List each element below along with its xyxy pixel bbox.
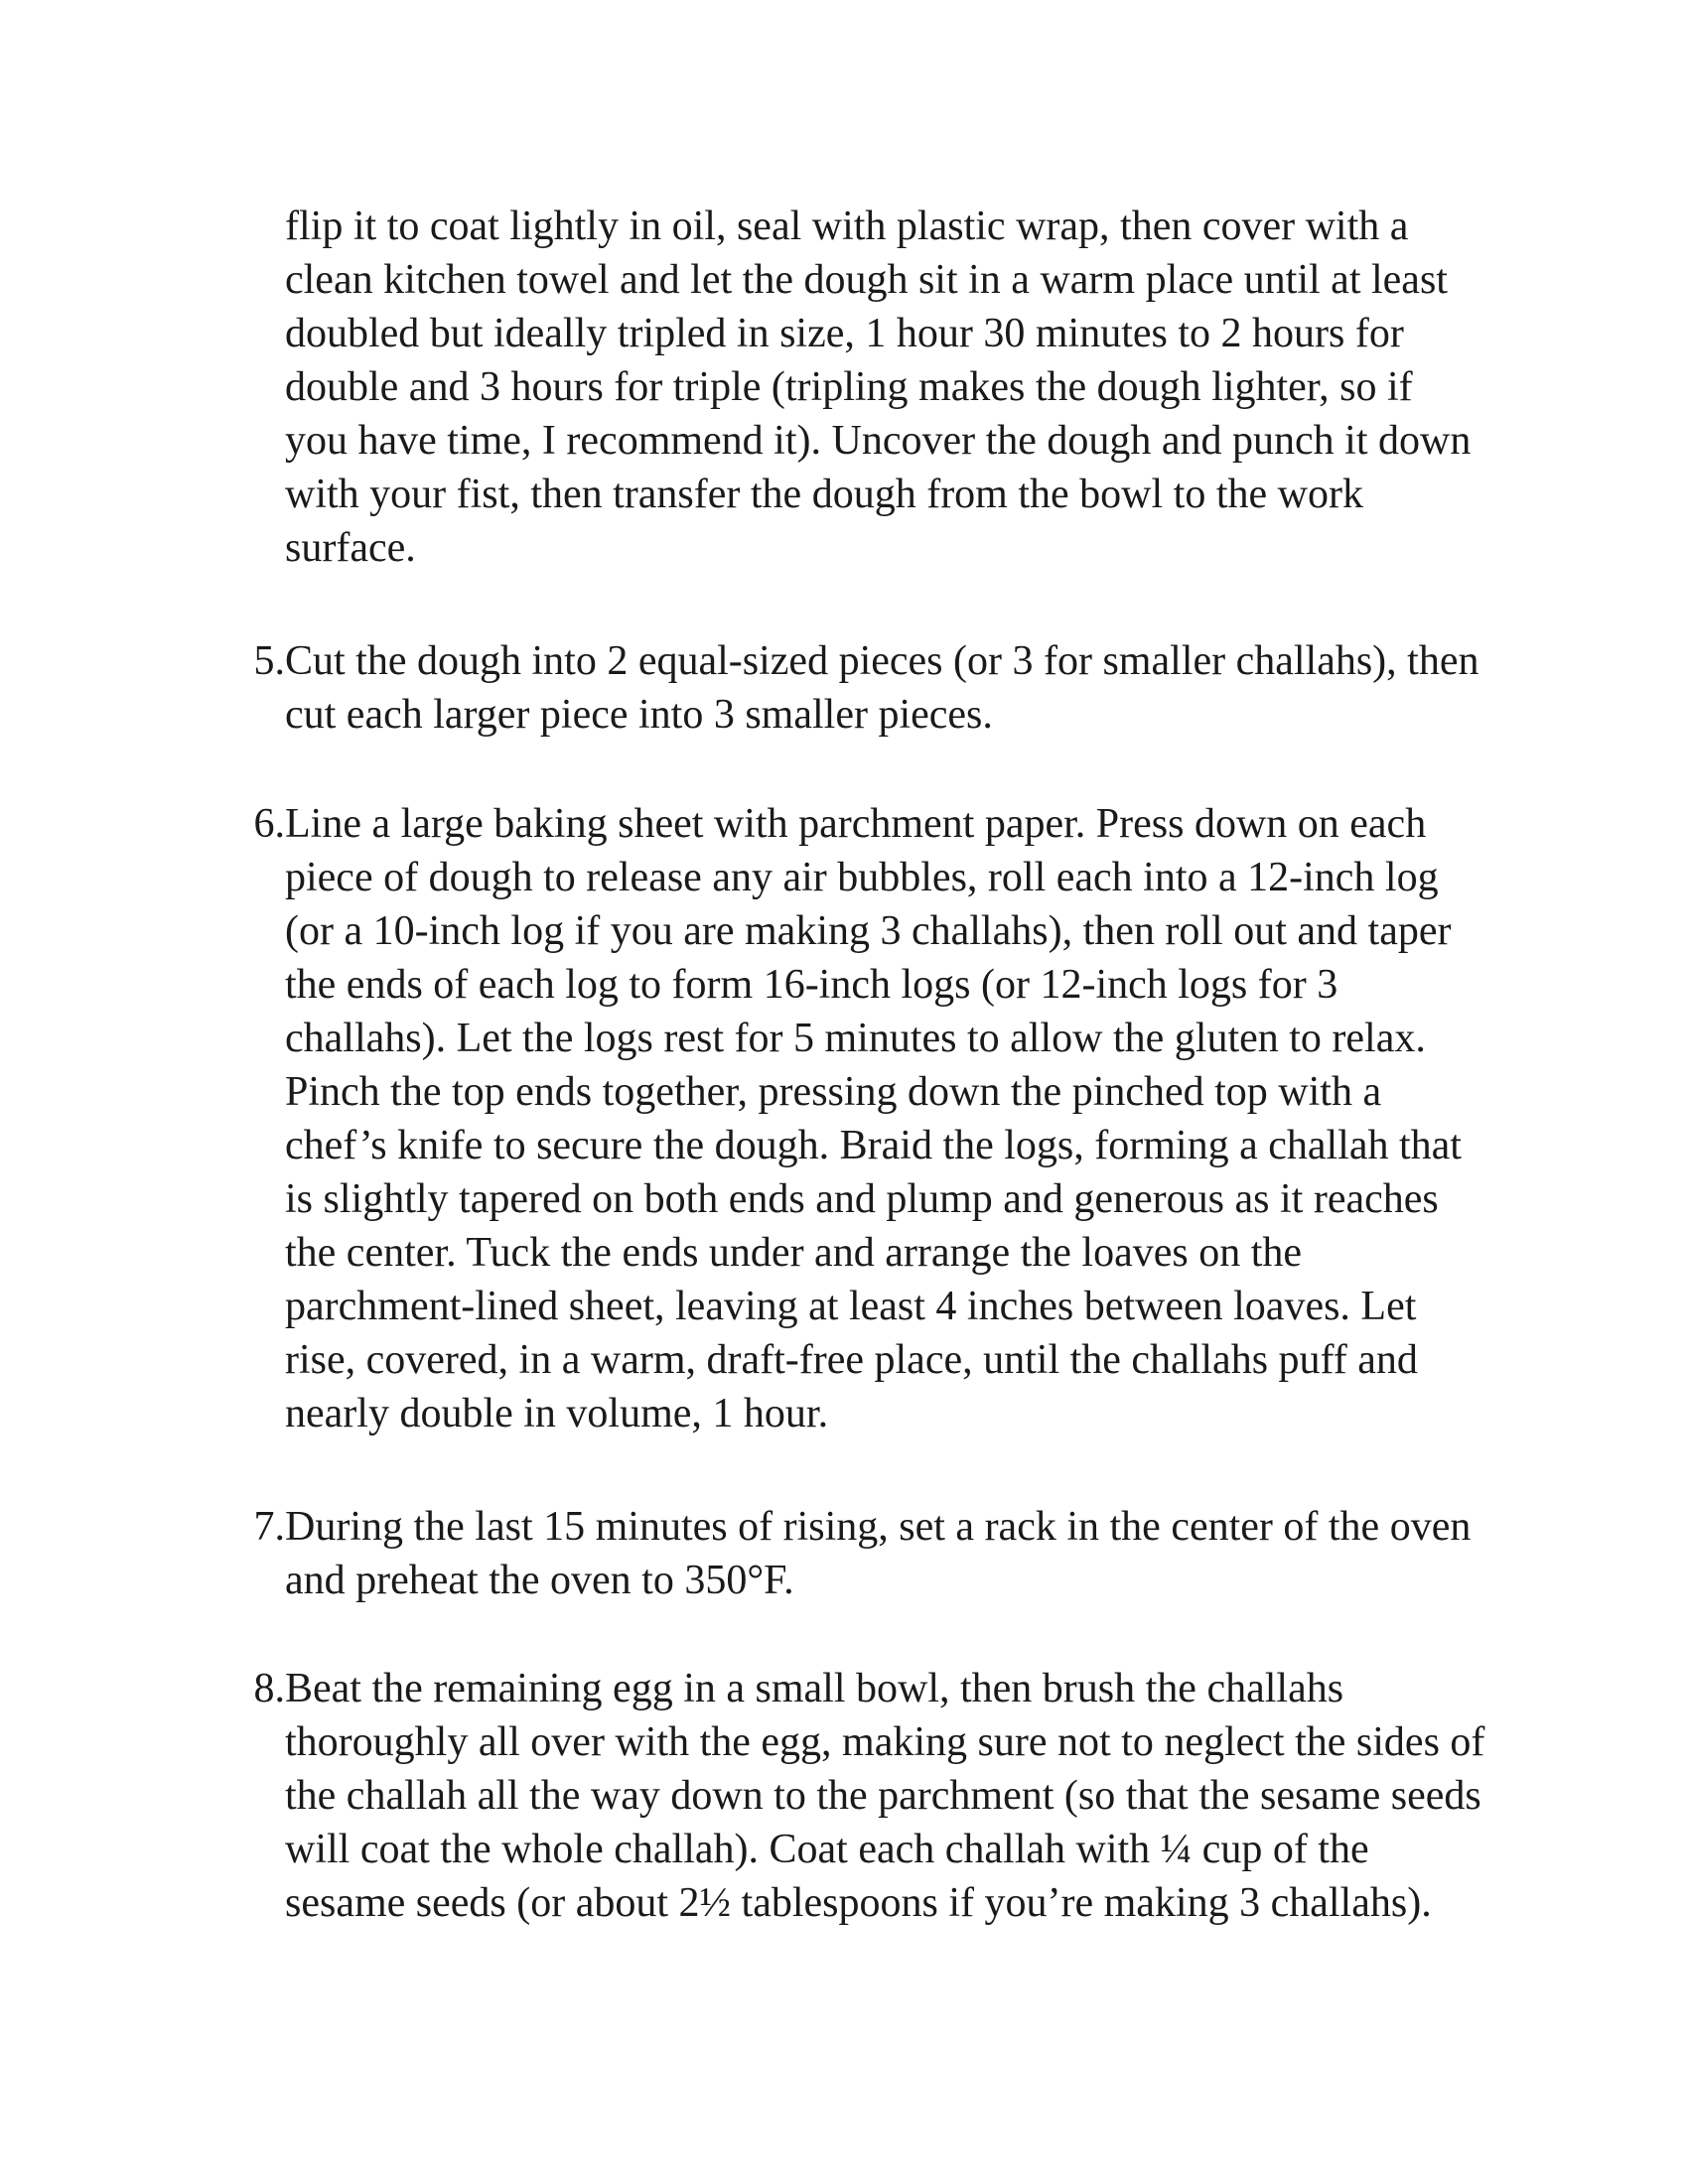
text-line: parchment-lined sheet, leaving at least 4 inches between loaves. Let xyxy=(285,1284,1417,1329)
text-line: the center. Tuck the ends under and arrange the loaves on the xyxy=(285,1230,1303,1276)
step-text xyxy=(285,797,1516,1440)
step-text xyxy=(285,1662,1516,1930)
step-text xyxy=(285,1500,1516,1607)
text-line: Beat the remaining egg in a small bowl, then brush the challahs xyxy=(285,1666,1344,1711)
text-line: sesame seeds (or about 2½ tablespoons if you’re making 3 challahs). xyxy=(285,1880,1432,1926)
text-line: will coat the whole challah). Coat each challah with ¼ cup of the xyxy=(285,1827,1369,1872)
text-line: challahs). Let the logs rest for 5 minutes to allow the gluten to relax. xyxy=(285,1016,1426,1061)
text-line: cut each larger piece into 3 smaller pieces. xyxy=(285,692,993,738)
text-line: and preheat the oven to 350°F. xyxy=(285,1558,794,1603)
text-line: with your fist, then transfer the dough from the bowl to the work xyxy=(285,472,1363,517)
text-line: nearly double in volume, 1 hour. xyxy=(285,1391,829,1436)
text-line: surface. xyxy=(285,525,416,571)
text-line: During the last 15 minutes of rising, set a rack in the center of the oven xyxy=(285,1504,1472,1550)
text-line: Cut the dough into 2 equal-sized pieces (or 3 for smaller challahs), then xyxy=(285,638,1479,684)
text-line: flip it to coat lightly in oil, seal with plastic wrap, then cover with a xyxy=(285,204,1409,249)
text-line: Pinch the top ends together, pressing down the pinched top with a xyxy=(285,1069,1382,1115)
step-number: 8. xyxy=(253,1666,285,1711)
text-line: you have time, I recommend it). Uncover the dough and punch it down xyxy=(285,418,1472,464)
step-text xyxy=(285,634,1516,742)
step-text xyxy=(285,200,1516,575)
text-line: thoroughly all over with the egg, making sure not to neglect the sides of xyxy=(285,1719,1485,1765)
text-line: double and 3 hours for triple (tripling makes the dough lighter, so if xyxy=(285,364,1413,410)
step-number: 6. xyxy=(253,801,285,847)
step-number: 7. xyxy=(253,1504,285,1550)
text-line: piece of dough to release any air bubbles, roll each into a 12-inch log xyxy=(285,855,1439,900)
text-line: the ends of each log to form 16-inch logs (or 12-inch logs for 3 xyxy=(285,962,1338,1008)
text-line: clean kitchen towel and let the dough sit in a warm place until at least xyxy=(285,257,1448,303)
text-line: is slightly tapered on both ends and plump and generous as it reaches xyxy=(285,1176,1439,1222)
text-line: Line a large baking sheet with parchment paper. Press down on each xyxy=(285,801,1427,847)
step-number: 5. xyxy=(253,638,285,684)
text-line: chef’s knife to secure the dough. Braid the logs, forming a challah that xyxy=(285,1123,1462,1168)
text-line: rise, covered, in a warm, draft-free place, until the challahs puff and xyxy=(285,1337,1418,1383)
text-line: doubled but ideally tripled in size, 1 hour 30 minutes to 2 hours for xyxy=(285,311,1404,356)
text-line: (or a 10-inch log if you are making 3 challahs), then roll out and taper xyxy=(285,908,1452,954)
text-line: the challah all the way down to the parchment (so that the sesame seeds xyxy=(285,1773,1481,1819)
